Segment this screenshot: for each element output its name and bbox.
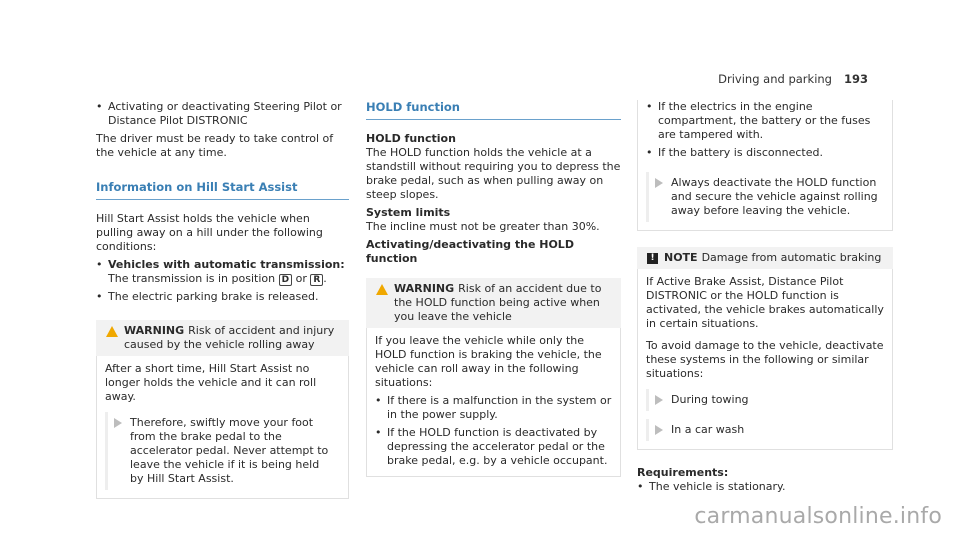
action-text: Therefore, swiftly move your foot from the brake pedal to the accelerator pedal. Never attempt to leave the vehicle if it is being held by Hill Start Assist. — [130, 416, 329, 485]
gear-d-icon: D — [279, 274, 292, 286]
action-text: In a car wash — [671, 423, 745, 436]
note-text: If Active Brake Assist, Distance Pilot DISTRONIC or the HOLD function is activated, the vehicle brakes automatically in certain situations. — [646, 275, 884, 330]
section-title-hold-function: HOLD function — [366, 100, 621, 120]
paragraph: The HOLD function holds the vehicle at a standstill without requiring you to depress the brake pedal, such as when pulling away on steep slopes. — [366, 146, 621, 201]
watermark: carmanualsonline.info — [694, 504, 942, 529]
warning-body — [96, 356, 349, 499]
page-number: 193 — [843, 72, 868, 86]
note-label: NOTE — [664, 251, 698, 264]
warning-label: WARNING — [394, 282, 455, 295]
warning-icon — [106, 326, 118, 337]
warning-label: WARNING — [124, 324, 185, 337]
subheading-requirements: Requirements: — [637, 466, 729, 479]
column-3 — [637, 100, 893, 494]
list-item-label: Vehicles with automatic transmission: — [108, 258, 345, 271]
exclamation-icon: ! — [647, 253, 658, 264]
warning-icon — [376, 284, 388, 295]
arrow-right-icon — [114, 418, 122, 428]
section-title-hill-start-assist: Information on Hill Start Assist — [96, 180, 349, 200]
list-item: • The vehicle is stationary. — [637, 480, 893, 494]
list-item: • Vehicles with automatic transmission: The transmission is in position D or R . — [96, 258, 349, 286]
warning-continued-body — [637, 100, 893, 231]
action-step — [646, 172, 884, 222]
list-item: • Activating or deactivating Steering Pilot or Distance Pilot DISTRONIC — [96, 100, 349, 128]
list-item: • If the battery is disconnected. — [646, 146, 884, 160]
note-title: Damage from automatic braking — [701, 251, 882, 264]
warning-text: After a short time, Hill Start Assist no longer holds the vehicle and it can roll away. — [105, 362, 317, 403]
paragraph: The incline must not be greater than 30%. — [366, 220, 600, 233]
arrow-right-icon — [655, 395, 663, 405]
action-step — [646, 389, 884, 411]
action-step — [105, 412, 340, 490]
or-text: or — [295, 272, 307, 285]
warning-title: Risk of accident and injury caused by the vehicle rolling away — [124, 324, 335, 351]
warning-box — [96, 320, 349, 499]
warning-body — [366, 328, 621, 477]
list-item: • If the electrics in the engine compartment, the battery or the fuses are tampered with. — [646, 100, 884, 142]
warning-header — [366, 278, 621, 328]
paragraph: The driver must be ready to take control of the vehicle at any time. — [96, 132, 334, 159]
warning-title: Risk of an accident due to the HOLD function being active when you leave the vehicle — [394, 282, 602, 323]
warning-text: If you leave the vehicle while only the HOLD function is braking the vehicle, the vehicle can roll away in the following situations: — [375, 334, 602, 389]
note-body — [637, 269, 893, 450]
warning-header — [96, 320, 349, 356]
note-text: To avoid damage to the vehicle, deactivate these systems in the following or similar situations: — [646, 339, 884, 380]
note-header — [637, 247, 893, 269]
warning-box — [366, 278, 621, 477]
arrow-right-icon — [655, 178, 663, 188]
gear-r-icon: R — [310, 274, 323, 286]
note-box — [637, 247, 893, 450]
arrow-right-icon — [655, 425, 663, 435]
header-section: Driving and parking — [718, 72, 832, 86]
subheading: System limits — [366, 206, 451, 219]
list-item: • The electric parking brake is released. — [96, 290, 349, 304]
action-text: Always deactivate the HOLD function and secure the vehicle against rolling away before leaving the vehicle. — [671, 176, 878, 217]
subheading: HOLD function — [366, 132, 456, 145]
action-step — [646, 419, 884, 441]
subheading: Activating/deactivating the HOLD function — [366, 238, 574, 265]
list-item-text: The transmission is in position — [108, 272, 276, 285]
paragraph: Hill Start Assist holds the vehicle when pulling away on a hill under the following conditions: — [96, 212, 323, 253]
page-header — [718, 72, 868, 86]
list-item: • If the HOLD function is deactivated by depressing the accelerator pedal or the brake pedal, e.g. by a vehicle occupant. — [375, 426, 612, 468]
column-2 — [366, 100, 621, 477]
column-1 — [96, 100, 349, 499]
list-item: • If there is a malfunction in the system or in the power supply. — [375, 394, 612, 422]
action-text: During towing — [671, 393, 749, 406]
